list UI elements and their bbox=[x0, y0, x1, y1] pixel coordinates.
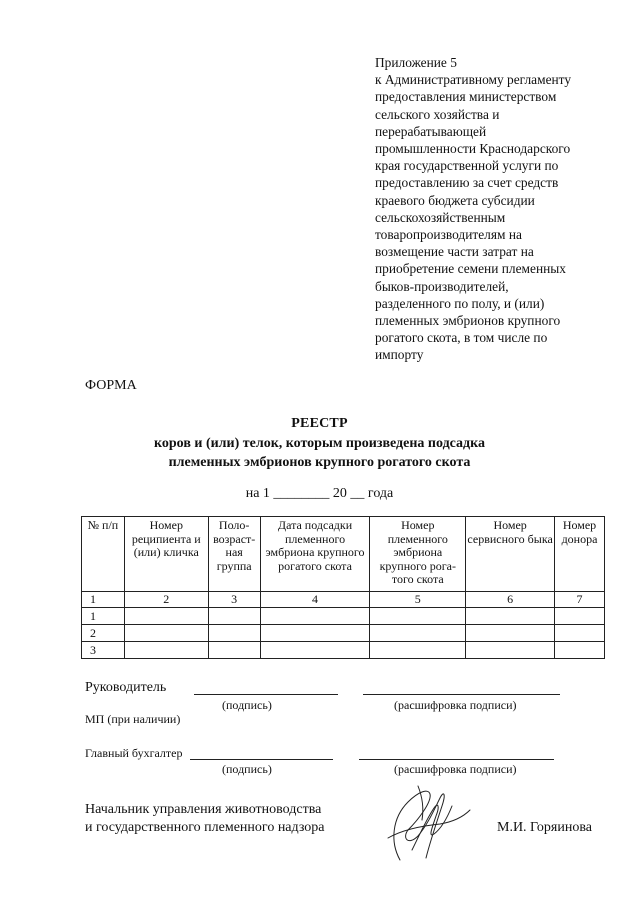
table-row bbox=[82, 642, 605, 659]
col-header-number: № п/п bbox=[82, 517, 125, 592]
table-header-row bbox=[82, 517, 605, 592]
accountant-signature-caption: (подпись) bbox=[222, 762, 272, 776]
col-header-service-bull: Номер сервисного быка bbox=[466, 517, 555, 592]
table-cell[interactable] bbox=[124, 642, 208, 659]
table-cell[interactable] bbox=[124, 608, 208, 625]
head-label: Руководитель bbox=[85, 680, 167, 695]
column-number: 2 bbox=[124, 592, 208, 608]
appendix-line: разделенного по полу, и (или) bbox=[375, 295, 545, 311]
appendix-line: предоставления министерством bbox=[375, 89, 557, 105]
row-number: 2 bbox=[82, 625, 125, 642]
handwritten-signature bbox=[378, 780, 478, 870]
appendix-line: быков-производителей, bbox=[375, 278, 509, 294]
appendix-line: сельскохозяйственным bbox=[375, 209, 506, 225]
subtitle-line-1: коров и (или) телок, которым произведена подсадка bbox=[154, 436, 485, 451]
accountant-decode-caption: (расшифровка подписи) bbox=[394, 762, 517, 776]
appendix-line: к Административному регламенту bbox=[375, 72, 572, 88]
table-cell[interactable] bbox=[260, 608, 370, 625]
table-cell[interactable] bbox=[260, 625, 370, 642]
chief-title-line-2: и государственного племенного надзора bbox=[85, 820, 325, 835]
head-signature-caption: (подпись) bbox=[222, 698, 272, 712]
appendix-line: возмещение части затрат на bbox=[375, 244, 534, 260]
head-decode-caption: (расшифровка подписи) bbox=[394, 698, 517, 712]
appendix-line: края государственной услуги по bbox=[375, 158, 559, 174]
appendix-block bbox=[375, 54, 625, 364]
appendix-line: сельского хозяйства и bbox=[375, 106, 500, 122]
appendix-line: рогатого скота, в том числе по bbox=[375, 330, 548, 346]
table-cell[interactable] bbox=[208, 608, 260, 625]
table-row bbox=[82, 625, 605, 642]
appendix-line: товаропроизводителям на bbox=[375, 227, 522, 243]
appendix-line: предоставлению за счет средств bbox=[375, 175, 559, 191]
accountant-label: Главный бухгалтер bbox=[85, 746, 183, 760]
table-cell[interactable] bbox=[466, 625, 555, 642]
row-number: 1 bbox=[82, 608, 125, 625]
form-label: ФОРМА bbox=[85, 378, 137, 393]
table-cell[interactable] bbox=[370, 608, 466, 625]
accountant-signature-line[interactable] bbox=[190, 759, 333, 760]
date-line: на 1 ________ 20 __ года bbox=[245, 486, 394, 501]
registry-table bbox=[81, 516, 605, 659]
appendix-line: племенных эмбрионов крупного bbox=[375, 313, 561, 329]
table-column-numbers-row bbox=[82, 592, 605, 608]
table-cell[interactable] bbox=[466, 642, 555, 659]
head-signature-line[interactable] bbox=[194, 694, 338, 695]
table-cell[interactable] bbox=[555, 608, 605, 625]
table-cell[interactable] bbox=[370, 642, 466, 659]
head-decode-line[interactable] bbox=[363, 694, 560, 695]
subtitle-line-2: племенных эмбрионов крупного рогатого скота bbox=[168, 455, 471, 470]
row-number: 3 bbox=[82, 642, 125, 659]
table-cell[interactable] bbox=[208, 642, 260, 659]
table-row bbox=[82, 608, 605, 625]
table-cell[interactable] bbox=[555, 625, 605, 642]
appendix-line: промышленности Краснодарского bbox=[375, 141, 571, 157]
appendix-line: перерабатывающей bbox=[375, 123, 487, 139]
table-cell[interactable] bbox=[260, 642, 370, 659]
table-cell[interactable] bbox=[124, 625, 208, 642]
appendix-line: краевого бюджета субсидии bbox=[375, 192, 535, 208]
column-number: 3 bbox=[208, 592, 260, 608]
col-header-recipient: Номер реципиента и (или) кличка bbox=[124, 517, 208, 592]
document-subtitle bbox=[0, 434, 639, 472]
table-cell[interactable] bbox=[370, 625, 466, 642]
document-title: РЕЕСТР bbox=[291, 416, 348, 431]
table-cell[interactable] bbox=[208, 625, 260, 642]
accountant-decode-line[interactable] bbox=[359, 759, 554, 760]
table-cell[interactable] bbox=[466, 608, 555, 625]
appendix-line: приобретение семени племенных bbox=[375, 261, 566, 277]
col-header-donor: Номер донора bbox=[555, 517, 605, 592]
column-number: 5 bbox=[370, 592, 466, 608]
column-number: 7 bbox=[555, 592, 605, 608]
appendix-line: Приложение 5 bbox=[375, 55, 457, 70]
column-number: 1 bbox=[82, 592, 125, 608]
chief-name: М.И. Горяинова bbox=[497, 820, 592, 835]
column-number: 6 bbox=[466, 592, 555, 608]
col-header-embryo-number: Номер племенного эмбриона крупного рога-того скота bbox=[370, 517, 466, 592]
col-header-sex-age-group: Поло-возраст-ная группа bbox=[208, 517, 260, 592]
appendix-line: импорту bbox=[375, 347, 424, 363]
stamp-label: МП (при наличии) bbox=[85, 712, 181, 726]
column-number: 4 bbox=[260, 592, 370, 608]
col-header-transfer-date: Дата подсадки племенного эмбриона крупного рогатого скота bbox=[260, 517, 370, 592]
table-cell[interactable] bbox=[555, 642, 605, 659]
chief-title-line-1: Начальник управления животноводства bbox=[85, 802, 322, 817]
